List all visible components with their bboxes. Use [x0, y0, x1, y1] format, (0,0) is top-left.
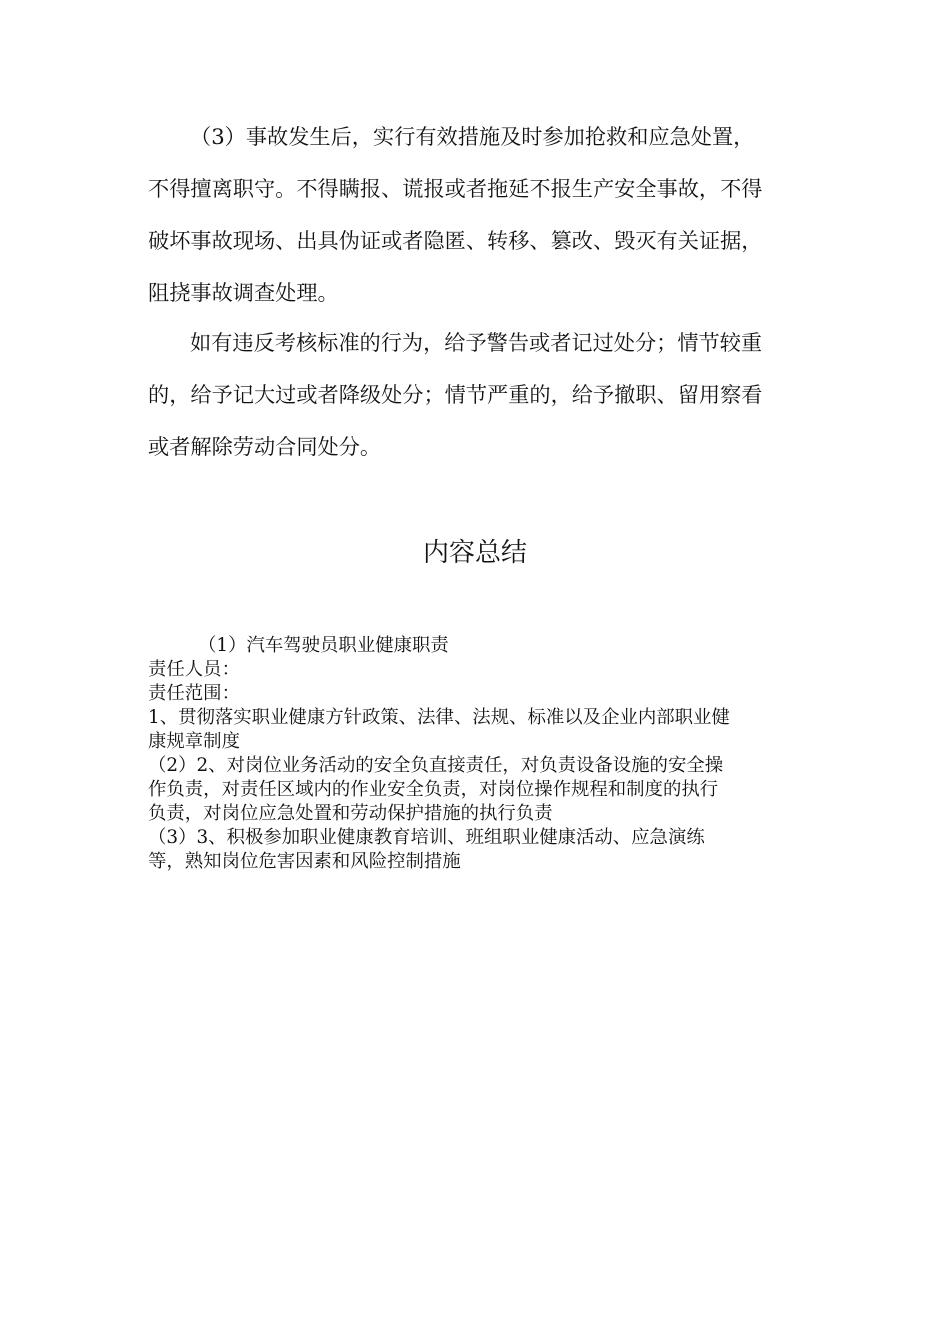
body-paragraph-line: 或者解除劳动合同处分。 — [148, 434, 382, 459]
body-paragraph-line: 如有违反考核标准的行为，给予警告或者记过处分；情节较重 — [190, 330, 763, 355]
summary-line: 责任人员： — [148, 659, 240, 680]
body-paragraph-line: 阻挠事故调查处理。 — [148, 280, 339, 305]
summary-block — [148, 634, 808, 874]
summary-heading: 内容总结 — [422, 538, 527, 568]
body-paragraph-line: 不得擅离职守。不得瞒报、谎报或者拖延不报生产安全事故，不得 — [148, 176, 763, 201]
body-paragraph-line: （3）事故发生后，实行有效措施及时参加抢救和应急处置， — [190, 124, 755, 149]
summary-line: 康规章制度 — [148, 731, 240, 752]
summary-line: 1、贯彻落实职业健康方针政策、法律、法规、标准以及企业内部职业健 — [148, 707, 730, 728]
summary-line: （3）3、积极参加职业健康教育培训、班组职业健康活动、应急演练 — [148, 827, 705, 848]
body-paragraph-line: 破坏事故现场、出具伪证或者隐匿、转移、篡改、毁灭有关证据， — [148, 228, 763, 253]
summary-line: 责任范围： — [148, 683, 240, 704]
summary-line: 等，熟知岗位危害因素和风险控制措施 — [148, 851, 461, 872]
body-paragraph-line: 的，给予记大过或者降级处分；情节严重的，给予撤职、留用察看 — [148, 382, 763, 407]
summary-line: （1）汽车驾驶员职业健康职责 — [198, 635, 449, 656]
summary-line: 负责，对岗位应急处置和劳动保护措施的执行负责 — [148, 803, 553, 824]
summary-line: 作负责，对责任区域内的作业安全负责，对岗位操作规程和制度的执行 — [148, 779, 719, 800]
summary-line: （2）2、对岗位业务活动的安全负直接责任，对负责设备设施的安全操 — [148, 755, 724, 776]
